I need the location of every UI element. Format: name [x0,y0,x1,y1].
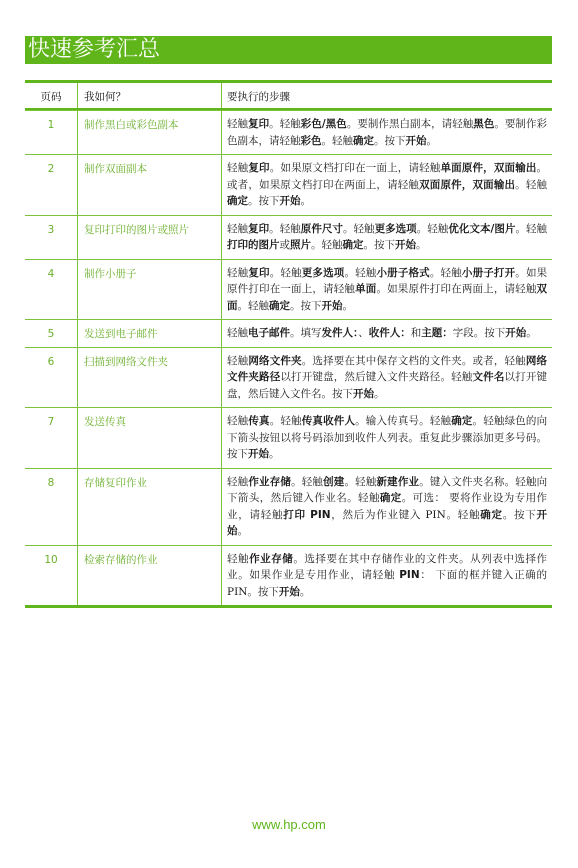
table-row [25,110,552,154]
row-steps [222,111,552,154]
step-text: 。轻触 [342,222,375,235]
row-page-number: 8 [25,469,78,545]
step-keyword: 开始 [405,134,427,147]
row-steps [222,348,552,408]
step-keyword: 彩色/黑色 [300,118,347,130]
step-keyword: 开始 [278,585,300,598]
step-text: 。 [300,195,311,207]
step-keyword: 确定 [269,299,290,312]
table-row [25,468,552,545]
step-text: 。 [342,299,353,312]
step-text: 。轻触绿色的向下箭头按钮以将号码添加到收件人列表。重复此步骤添加更多号码。按下 [227,415,548,460]
step-keyword: 新建作业 [376,475,420,488]
step-text: 。按下 [502,508,537,521]
step-keyword: 确定 [480,508,503,521]
step-keyword: 确定 [379,492,402,504]
step-text: 。 [299,585,311,598]
step-text: 。轻触 [269,118,301,130]
row-steps [222,408,552,468]
step-text: 。或者，如果原文档打印在两面上，请轻触 [227,162,548,191]
step-keyword: 确定 [342,239,364,251]
step-keyword: 复印 [248,118,270,130]
step-keyword: 小册子打开 [461,266,516,279]
step-text: ： 下面的框并键入正确的 PIN。按下 [227,569,548,598]
step-keyword: 双面原件，双面输出 [419,178,516,191]
step-text: 轻触 [227,552,250,565]
step-keyword: 网络文件夹 [248,354,302,367]
row-page-number: 3 [25,216,78,259]
step-text: 以打开键盘，然后键入文件夹路径。轻触 [280,371,473,383]
step-keyword: 开始 [395,239,416,251]
step-text: 。 [269,448,280,460]
row-task: 制作双面副本 [78,155,222,215]
step-text: 。轻触 [269,415,302,427]
step-text: 。如果原文档打印在一面上，请轻触 [269,162,441,174]
step-keyword: 打印的图片 [227,239,280,251]
step-text: 。按下 [248,195,280,207]
step-text: 轻触 [227,475,249,488]
step-keyword: 原件尺寸 [300,222,343,235]
row-task: 复印打印的图片或照片 [78,216,222,259]
step-keyword: 小册子格式 [376,266,430,279]
step-text: 。选择要在其中保存文档的文件夹。或者，轻触 [301,354,526,367]
step-keyword: 开始 [279,195,301,207]
step-text: 轻触 [227,415,249,427]
step-text: 。 [416,239,427,251]
step-keyword: 主题： [421,327,453,339]
step-text: 以打开键盘，然后键入文件名。按下 [227,371,548,400]
step-text: 。 [374,387,385,400]
step-text: 轻触 [227,222,249,235]
row-page-number: 10 [25,546,78,606]
step-text: 。按下 [290,299,322,312]
row-steps [222,260,552,320]
table-row [25,259,552,320]
step-text: 。 [426,134,437,147]
row-page-number: 6 [25,348,78,408]
row-steps [222,320,552,347]
row-steps [222,546,552,606]
step-text: 。轻触 [321,134,353,147]
row-task: 检索存储的作业 [78,546,222,606]
row-task: 制作黑白或彩色副本 [78,111,222,154]
step-text: 。要制作黑白副本，请轻触 [346,118,474,130]
step-text: 。 [526,327,537,339]
table-row [25,545,552,606]
row-steps [222,216,552,259]
row-task: 扫描到网络文件夹 [78,348,222,408]
step-keyword: 确定 [227,195,248,207]
row-page-number: 2 [25,155,78,215]
step-text: 轻触 [227,118,249,130]
step-keyword: 复印 [248,162,270,174]
step-keyword: 网络文件夹路径 [227,354,548,383]
table-row [25,347,552,408]
row-page-number: 4 [25,260,78,320]
step-keyword: 开始 [227,508,548,537]
step-text: 。轻触 [344,266,377,279]
step-keyword: 传真收件人 [301,415,356,427]
step-text: 。轻触 [237,299,269,312]
header-steps: 要执行的步骤 [227,91,290,103]
header-task: 我如何？ [78,83,222,108]
step-keyword: 作业存储 [248,475,292,488]
step-keyword: 电子邮件 [248,327,290,339]
footer-link[interactable]: www.hp.com [252,817,326,832]
row-steps [222,469,552,545]
step-text: 。 [237,525,248,537]
step-keyword: 单面原件，双面输出 [440,162,537,174]
step-text: 。按下 [363,239,395,251]
row-task: 发送到电子邮件 [78,320,222,347]
step-text: 。如果原件打印在一面上，请轻触 [227,266,548,295]
step-text: 或 [279,239,290,251]
step-text: 轻触 [227,162,249,174]
row-task: 制作小册子 [78,260,222,320]
step-text: 。轻触 [515,178,548,191]
step-keyword: 确定 [353,134,374,147]
step-keyword: 确定 [451,415,473,427]
step-keyword: 创建 [323,475,345,488]
step-keyword: 开始 [321,299,343,312]
table-row [25,215,552,259]
step-keyword: 优化文本/图片 [448,222,516,235]
step-keyword: 更多选项 [301,266,345,279]
step-text: 。选择要在其中存储作业的文件夹。从列表中选择作业。如果作业是专用作业，请轻触 [227,552,548,581]
step-keyword: 照片 [290,239,311,251]
step-keyword: 黑色 [473,118,495,130]
step-text: 。键入文件夹名称。轻触向下箭头，然后键入作业名。轻触 [227,475,548,504]
row-steps [222,155,552,215]
step-keyword: 发件人： [321,327,359,339]
step-text: 。轻触 [344,475,377,488]
table-header-row [25,83,552,110]
step-keyword: 传真 [248,415,270,427]
step-text: 轻触 [227,354,249,367]
step-keyword: PIN [399,569,420,581]
row-task: 发送传真 [78,408,222,468]
step-text: 字段。按下 [452,327,506,339]
step-text: ，然后为作业键入 PIN。轻触 [330,508,481,521]
step-text: 。输入传真号。轻触 [355,415,452,427]
step-keyword: 开始 [353,387,374,400]
row-page-number: 1 [25,111,78,154]
step-text: 。轻触 [515,222,548,235]
table-row [25,407,552,468]
step-text: 。轻触 [429,266,462,279]
step-text: 。如果原件打印在两面上，请轻触 [376,283,537,295]
step-keyword: 复印 [248,266,270,279]
step-text: 、 [358,327,369,339]
step-keyword: 双面 [227,283,548,312]
step-text: 轻触 [227,266,249,279]
row-task: 存储复印作业 [78,469,222,545]
step-text: 。可选： 要将作业设为专用作业，请轻触 [227,492,548,521]
step-keyword: 更多选项 [374,222,417,235]
step-text: 。轻触 [291,475,324,488]
step-text: 和 [410,327,422,339]
step-text: 。填写 [290,327,322,339]
step-keyword: 作业存储 [249,552,294,565]
row-page-number: 7 [25,408,78,468]
step-keyword: 开始 [248,448,269,460]
table-row [25,154,552,215]
table-body [25,110,552,605]
step-text: 。轻触 [416,222,449,235]
step-text: 轻触 [227,327,248,339]
step-text: 。轻触 [269,222,301,235]
table-row [25,319,552,347]
step-keyword: 文件名 [472,371,505,383]
step-text: 。要制作彩色副本，请轻触 [227,118,548,147]
step-text: 。按下 [374,134,406,147]
step-keyword: 单面 [355,283,377,295]
page-title: 快速参考汇总 [25,36,552,64]
step-text: 。轻触 [311,239,343,251]
step-keyword: 彩色 [300,134,322,147]
quick-reference-table [25,80,552,608]
row-page-number: 5 [25,320,78,347]
header-page: 页码 [25,83,78,108]
step-keyword: 复印 [248,222,270,235]
step-keyword: 收件人： [368,327,411,339]
step-text: 。轻触 [269,266,302,279]
step-keyword: 开始 [505,327,527,339]
step-keyword: 打印 PIN [283,508,331,521]
